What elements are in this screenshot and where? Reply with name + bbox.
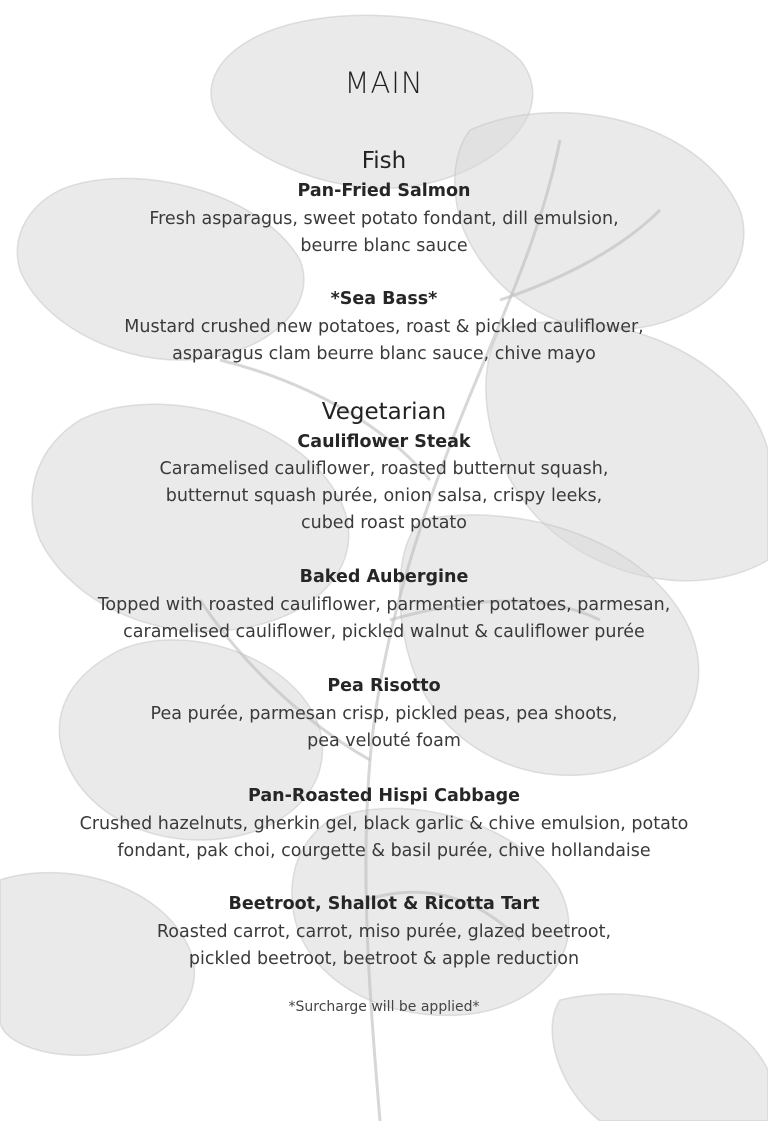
dish-description-sea-bass (0, 314, 768, 368)
section-title-vegetarian: Vegetarian (321, 399, 447, 425)
description-line: cubed roast potato (300, 513, 467, 533)
description-line: butternut squash purée, onion salsa, crispy leeks, (165, 486, 603, 506)
dish-name-pan-fried-salmon: Pan-Fried Salmon (297, 181, 471, 201)
dish-description-pea-risotto (0, 701, 768, 755)
description-line: pea velouté foam (307, 731, 461, 751)
description-line: pickled beetroot, beetroot & apple reduction (188, 949, 580, 969)
description-line: asparagus clam beurre blanc sauce, chive mayo (172, 344, 596, 364)
description-line: Roasted carrot, carrot, miso purée, glazed beetroot, (156, 922, 612, 942)
dish-description-baked-aubergine (0, 592, 768, 646)
surcharge-footnote: *Surcharge will be applied* (288, 999, 480, 1015)
dish-description-beetroot-tart (0, 919, 768, 973)
dish-description-cauliflower-steak (0, 456, 768, 537)
dish-description-hispi-cabbage (0, 811, 768, 865)
description-line: Topped with roasted cauliflower, parmentier potatoes, parmesan, (97, 595, 671, 615)
description-line: Crushed hazelnuts, gherkin gel, black garlic & chive emulsion, potato (79, 814, 689, 834)
description-line: Caramelised cauliflower, roasted butternut squash, (159, 459, 609, 479)
menu-title: MAIN (344, 66, 424, 100)
dish-name-sea-bass: *Sea Bass* (330, 289, 438, 309)
section-title-fish: Fish (361, 148, 407, 174)
description-line: fondant, pak choi, courgette & basil purée, chive hollandaise (117, 841, 651, 861)
description-line: beurre blanc sauce (300, 236, 468, 256)
description-line: caramelised cauliflower, pickled walnut & cauliflower purée (123, 622, 645, 642)
description-line: Fresh asparagus, sweet potato fondant, dill emulsion, (149, 209, 619, 229)
description-line: Mustard crushed new potatoes, roast & pickled cauliflower, (124, 317, 644, 337)
dish-name-hispi-cabbage: Pan-Roasted Hispi Cabbage (247, 786, 521, 806)
dish-name-baked-aubergine: Baked Aubergine (299, 567, 469, 587)
dish-name-pea-risotto: Pea Risotto (327, 676, 441, 696)
dish-name-beetroot-tart: Beetroot, Shallot & Ricotta Tart (228, 894, 540, 914)
description-line: Pea purée, parmesan crisp, pickled peas, pea shoots, (150, 704, 618, 724)
dish-name-cauliflower-steak: Cauliflower Steak (297, 432, 471, 452)
dish-description-pan-fried-salmon (0, 206, 768, 260)
